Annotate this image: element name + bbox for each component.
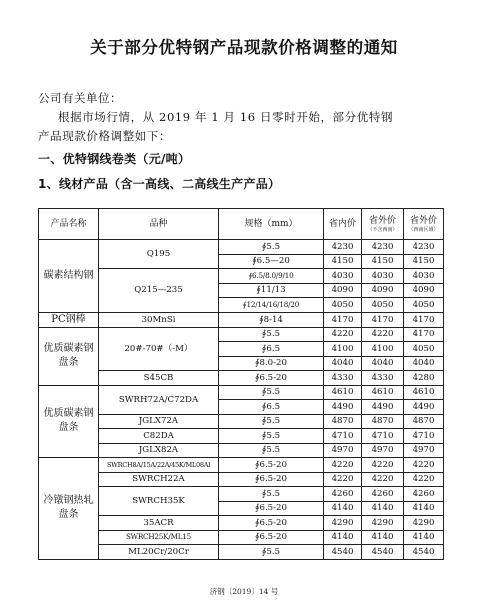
price-cell: 4100 (324, 342, 362, 357)
price-cell: 4030 (404, 269, 444, 284)
header-grade: 品种 (99, 209, 219, 240)
spec-cell: ∮8-14 (219, 312, 324, 327)
price-cell: 4220 (324, 472, 362, 487)
price-cell: 4260 (324, 487, 362, 502)
price-cell: 4150 (404, 254, 444, 269)
table-row (39, 327, 444, 342)
price-cell: 4140 (404, 530, 444, 545)
price-cell: 4970 (324, 443, 362, 458)
header-southwest-price (404, 209, 444, 240)
price-cell: 4330 (362, 371, 404, 386)
price-cell: 4970 (404, 443, 444, 458)
body-text-line-2: 产品现款价格调整如下： (38, 129, 172, 143)
price-cell: 4290 (324, 516, 362, 531)
price-cell: 4050 (362, 298, 404, 313)
table-row (39, 429, 444, 444)
price-cell: 4140 (324, 501, 362, 516)
table-row (39, 472, 444, 487)
grade-cell: SWRH72A/C72DA (99, 385, 219, 414)
price-cell: 4050 (324, 298, 362, 313)
table-header-row (39, 209, 444, 240)
price-cell: 4610 (324, 385, 362, 400)
spec-cell: ∮11/13 (219, 283, 324, 298)
product-name-cell: 优质碳素钢盘条 (39, 327, 99, 385)
price-cell: 4490 (324, 400, 362, 415)
price-cell: 4140 (324, 530, 362, 545)
price-cell: 4030 (324, 269, 362, 284)
product-name-cell: 冷镦钢热轧盘条 (39, 458, 99, 560)
price-cell: 4040 (324, 356, 362, 371)
price-cell: 4260 (362, 487, 404, 502)
grade-cell: Q215—235 (99, 269, 219, 313)
subsection-heading: 1、线材产品（含一高线、二高线生产产品） (38, 177, 281, 191)
price-table (38, 208, 444, 560)
price-cell: 4170 (404, 327, 444, 342)
grade-cell: JGLX82A (99, 443, 219, 458)
price-cell: 4150 (324, 254, 362, 269)
price-cell: 4230 (404, 240, 444, 255)
header-out-province-note: （不含西南） (367, 226, 398, 233)
price-cell: 4540 (362, 545, 404, 560)
price-cell: 4100 (362, 342, 404, 357)
product-name-cell: 碳素结构钢 (39, 240, 99, 313)
grade-cell: 20#-70#（-M） (99, 327, 219, 371)
price-cell: 4970 (362, 443, 404, 458)
document-number-footer: 济钢〔2019〕14 号 (209, 587, 279, 596)
header-out-province-label: 省外价 (368, 215, 396, 226)
price-cell: 4220 (324, 327, 362, 342)
price-cell: 4090 (404, 283, 444, 298)
product-name-cell: PC钢棒 (39, 312, 99, 327)
header-out-province-price (362, 209, 404, 240)
spec-cell: ∮5.5 (219, 327, 324, 342)
header-southwest-note: （西南区域） (408, 226, 439, 233)
grade-cell: 30MnSi (99, 312, 219, 327)
spec-cell: ∮12/14/16/18/20 (219, 298, 324, 313)
spec-cell: ∮5.5 (219, 414, 324, 429)
price-cell: 4170 (362, 312, 404, 327)
price-cell: 4610 (362, 385, 404, 400)
spec-cell: ∮5.5 (219, 443, 324, 458)
spec-cell: ∮5.5 (219, 487, 324, 502)
price-cell: 4090 (324, 283, 362, 298)
table-row (39, 312, 444, 327)
price-cell: 4870 (362, 414, 404, 429)
salutation: 公司有关单位： (38, 91, 122, 105)
table-row (39, 443, 444, 458)
price-cell: 4290 (362, 516, 404, 531)
header-southwest-label: 省外价 (409, 215, 437, 226)
spec-cell: ∮6.5-20 (219, 501, 324, 516)
product-name-cell: 优质碳素钢盘条 (39, 385, 99, 458)
price-cell: 4870 (324, 414, 362, 429)
price-cell: 4220 (404, 472, 444, 487)
spec-cell: ∮6.5-20 (219, 458, 324, 473)
grade-cell: SWRCH35K (99, 487, 219, 516)
document-title: 关于部分优特钢产品现款价格调整的通知 (90, 38, 398, 57)
table-row (39, 530, 444, 545)
table-row (39, 545, 444, 560)
price-cell: 4540 (404, 545, 444, 560)
spec-cell: ∮6.5—20 (219, 254, 324, 269)
table-row (39, 269, 444, 284)
body-text-line-1: 根据市场行情，从 2019 年 1 月 16 日零时开始，部分优特钢 (58, 110, 394, 124)
header-spec: 规格（mm） (219, 209, 324, 240)
spec-cell: ∮6.5-20 (219, 472, 324, 487)
table-row (39, 516, 444, 531)
table-row (39, 487, 444, 502)
price-cell: 4170 (324, 312, 362, 327)
table-row (39, 240, 444, 255)
grade-cell: ML20Cr/20Cr (99, 545, 219, 560)
price-cell: 4040 (404, 356, 444, 371)
price-cell: 4150 (362, 254, 404, 269)
grade-cell: SWRCH8A/15A/22A/45K/ML08Al (99, 458, 219, 473)
price-cell: 4140 (404, 501, 444, 516)
header-in-province-price: 省内价 (324, 209, 362, 240)
grade-cell: Q195 (99, 240, 219, 269)
table-row (39, 371, 444, 386)
price-cell: 4170 (404, 312, 444, 327)
price-cell: 4710 (362, 429, 404, 444)
grade-cell: JGLX72A (99, 414, 219, 429)
price-cell: 4260 (404, 487, 444, 502)
price-cell: 4610 (404, 385, 444, 400)
price-cell: 4040 (362, 356, 404, 371)
spec-cell: ∮6.5-20 (219, 371, 324, 386)
price-cell: 4220 (362, 458, 404, 473)
grade-cell: S45CB (99, 371, 219, 386)
price-cell: 4870 (404, 414, 444, 429)
price-cell: 4140 (362, 501, 404, 516)
price-cell: 4230 (324, 240, 362, 255)
grade-cell: C82DA (99, 429, 219, 444)
price-cell: 4710 (404, 429, 444, 444)
table-row (39, 414, 444, 429)
price-cell: 4710 (324, 429, 362, 444)
price-cell: 4230 (362, 240, 404, 255)
price-cell: 4220 (324, 458, 362, 473)
section-heading: 一、优特钢线卷类（元/吨） (38, 152, 191, 166)
price-cell: 4540 (324, 545, 362, 560)
price-cell: 4330 (324, 371, 362, 386)
price-cell: 4220 (404, 458, 444, 473)
price-cell: 4490 (362, 400, 404, 415)
spec-cell: ∮5.5 (219, 240, 324, 255)
table-row (39, 385, 444, 400)
grade-cell: SWRCH25K/ML15 (99, 530, 219, 545)
grade-cell: SWRCH22A (99, 472, 219, 487)
price-cell: 4280 (404, 371, 444, 386)
spec-cell: ∮6.5-20 (219, 530, 324, 545)
spec-cell: ∮5.5 (219, 385, 324, 400)
price-cell: 4220 (362, 327, 404, 342)
price-cell: 4140 (362, 530, 404, 545)
price-cell: 4050 (404, 298, 444, 313)
price-cell: 4050 (404, 342, 444, 357)
price-cell: 4090 (362, 283, 404, 298)
price-cell: 4220 (362, 472, 404, 487)
spec-cell: ∮6.5 (219, 342, 324, 357)
header-product-name: 产品名称 (39, 209, 99, 240)
spec-cell: ∮5.5 (219, 429, 324, 444)
table-row (39, 458, 444, 473)
spec-cell: ∮6.5 (219, 400, 324, 415)
spec-cell: ∮5.5 (219, 545, 324, 560)
price-cell: 4290 (404, 516, 444, 531)
spec-cell: ∮8.0-20 (219, 356, 324, 371)
grade-cell: 35ACR (99, 516, 219, 531)
spec-cell: ∮6.5/8.0/9/10 (219, 269, 324, 284)
price-cell: 4030 (362, 269, 404, 284)
spec-cell: ∮6.5-20 (219, 516, 324, 531)
price-cell: 4490 (404, 400, 444, 415)
